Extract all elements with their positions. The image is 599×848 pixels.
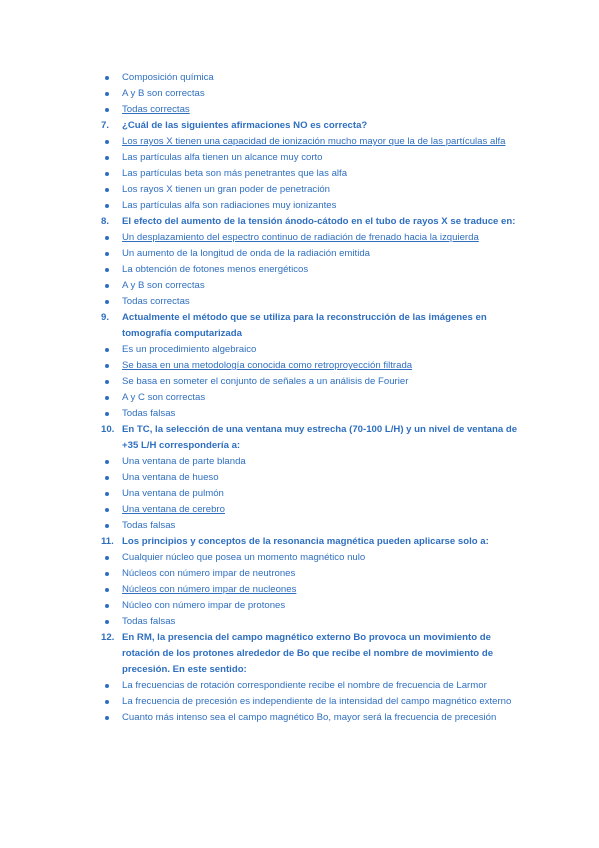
option-text: A y B son correctas (122, 88, 205, 99)
answer-option (104, 550, 524, 566)
option-text: Un desplazamiento del espectro continuo de radiación de frenado hacia la izquierda (122, 232, 479, 243)
answer-option (104, 582, 524, 598)
answer-option (104, 294, 524, 310)
question-number: 11. (101, 536, 114, 547)
question-heading (101, 422, 524, 454)
option-text: Núcleos con número impar de nucleones (122, 584, 297, 595)
answer-option (104, 102, 524, 118)
option-text: Se basa en una metodología conocida como retroproyección filtrada (122, 360, 413, 371)
answer-option (104, 678, 524, 694)
option-text: Se basa en someter el conjunto de señales a un análisis de Fourier (122, 376, 409, 387)
question-number: 7. (101, 120, 110, 131)
question-text: El efecto del aumento de la tensión ánodo-cátodo en el tubo de rayos X se traduce en: (122, 216, 516, 227)
question-text: Actualmente el método que se utiliza para la reconstrucción de las imágenes en tomografía computarizada (122, 312, 487, 339)
option-text: Todas falsas (122, 408, 176, 419)
answer-option (104, 230, 524, 246)
option-text: Cuanto más intenso sea el campo magnético Bo, mayor será la frecuencia de precesión (122, 712, 497, 723)
answer-option (104, 70, 524, 86)
answer-option (104, 486, 524, 502)
answer-option (104, 374, 524, 390)
answer-option (104, 262, 524, 278)
answer-option (104, 598, 524, 614)
option-text: A y B son correctas (122, 280, 205, 291)
option-text: Los rayos X tienen una capacidad de ionización mucho mayor que la de las partículas alfa (122, 136, 506, 147)
option-text: La frecuencia de precesión es independiente de la intensidad del campo magnético externo (122, 696, 512, 707)
option-text: Una ventana de pulmón (122, 488, 224, 499)
option-text: Las partículas beta son más penetrantes que las alfa (122, 168, 348, 179)
question-heading (101, 310, 524, 342)
question-number: 8. (101, 216, 110, 227)
option-text: Las partículas alfa tienen un alcance muy corto (122, 152, 323, 163)
answer-option (104, 182, 524, 198)
question-text: Los principios y conceptos de la resonancia magnética pueden aplicarse solo a: (122, 536, 489, 547)
answer-option (104, 710, 524, 726)
answer-option (104, 390, 524, 406)
option-text: Los rayos X tienen un gran poder de penetración (122, 184, 331, 195)
question-heading (101, 630, 524, 678)
answer-option (104, 406, 524, 422)
answer-option (104, 278, 524, 294)
option-text: Todas correctas (122, 104, 190, 115)
answer-option (104, 342, 524, 358)
answer-option (104, 454, 524, 470)
option-text: Las partículas alfa son radiaciones muy ionizantes (122, 200, 337, 211)
option-text: Todas correctas (122, 296, 190, 307)
question-number: 9. (101, 312, 110, 323)
question-text: ¿Cuál de las siguientes afirmaciones NO es correcta? (122, 120, 368, 131)
answer-option (104, 518, 524, 534)
document-body (101, 70, 524, 726)
option-text: Una ventana de parte blanda (122, 456, 246, 467)
answer-option (104, 566, 524, 582)
option-text: Un aumento de la longitud de onda de la radiación emitida (122, 248, 371, 259)
answer-option (104, 502, 524, 518)
option-text: Cualquier núcleo que posea un momento magnético nulo (122, 552, 366, 563)
answer-option (104, 134, 524, 150)
option-text: Todas falsas (122, 520, 176, 531)
answer-option (104, 470, 524, 486)
option-text: Una ventana de hueso (122, 472, 219, 483)
answer-option (104, 86, 524, 102)
answer-option (104, 246, 524, 262)
question-number: 12. (101, 632, 115, 643)
question-text: En TC, la selección de una ventana muy estrecha (70-100 L/H) y un nivel de ventana de +35 L/H correspondería a: (122, 424, 518, 451)
option-text: Todas falsas (122, 616, 176, 627)
question-text: En RM, la presencia del campo magnético externo Bo provoca un movimiento de rotación de los protones alrededor de Bo que recibe el nombre de movimiento de precesión. En este sentido: (122, 632, 494, 675)
option-text: La frecuencias de rotación correspondiente recibe el nombre de frecuencia de Larmor (122, 680, 487, 691)
answer-option (104, 150, 524, 166)
option-text: La obtención de fotones menos energéticos (122, 264, 309, 275)
answer-option (104, 614, 524, 630)
option-text: Composición química (122, 72, 214, 83)
question-heading (101, 118, 524, 134)
option-text: Núcleos con número impar de neutrones (122, 568, 296, 579)
option-text: Núcleo con número impar de protones (122, 600, 286, 611)
question-number: 10. (101, 424, 115, 435)
option-text: A y C son correctas (122, 392, 206, 403)
option-text: Una ventana de cerebro (122, 504, 225, 515)
question-heading (101, 214, 524, 230)
answer-option (104, 694, 524, 710)
answer-option (104, 198, 524, 214)
option-text: Es un procedimiento algebraico (122, 344, 257, 355)
question-heading (101, 534, 524, 550)
answer-option (104, 358, 524, 374)
answer-option (104, 166, 524, 182)
